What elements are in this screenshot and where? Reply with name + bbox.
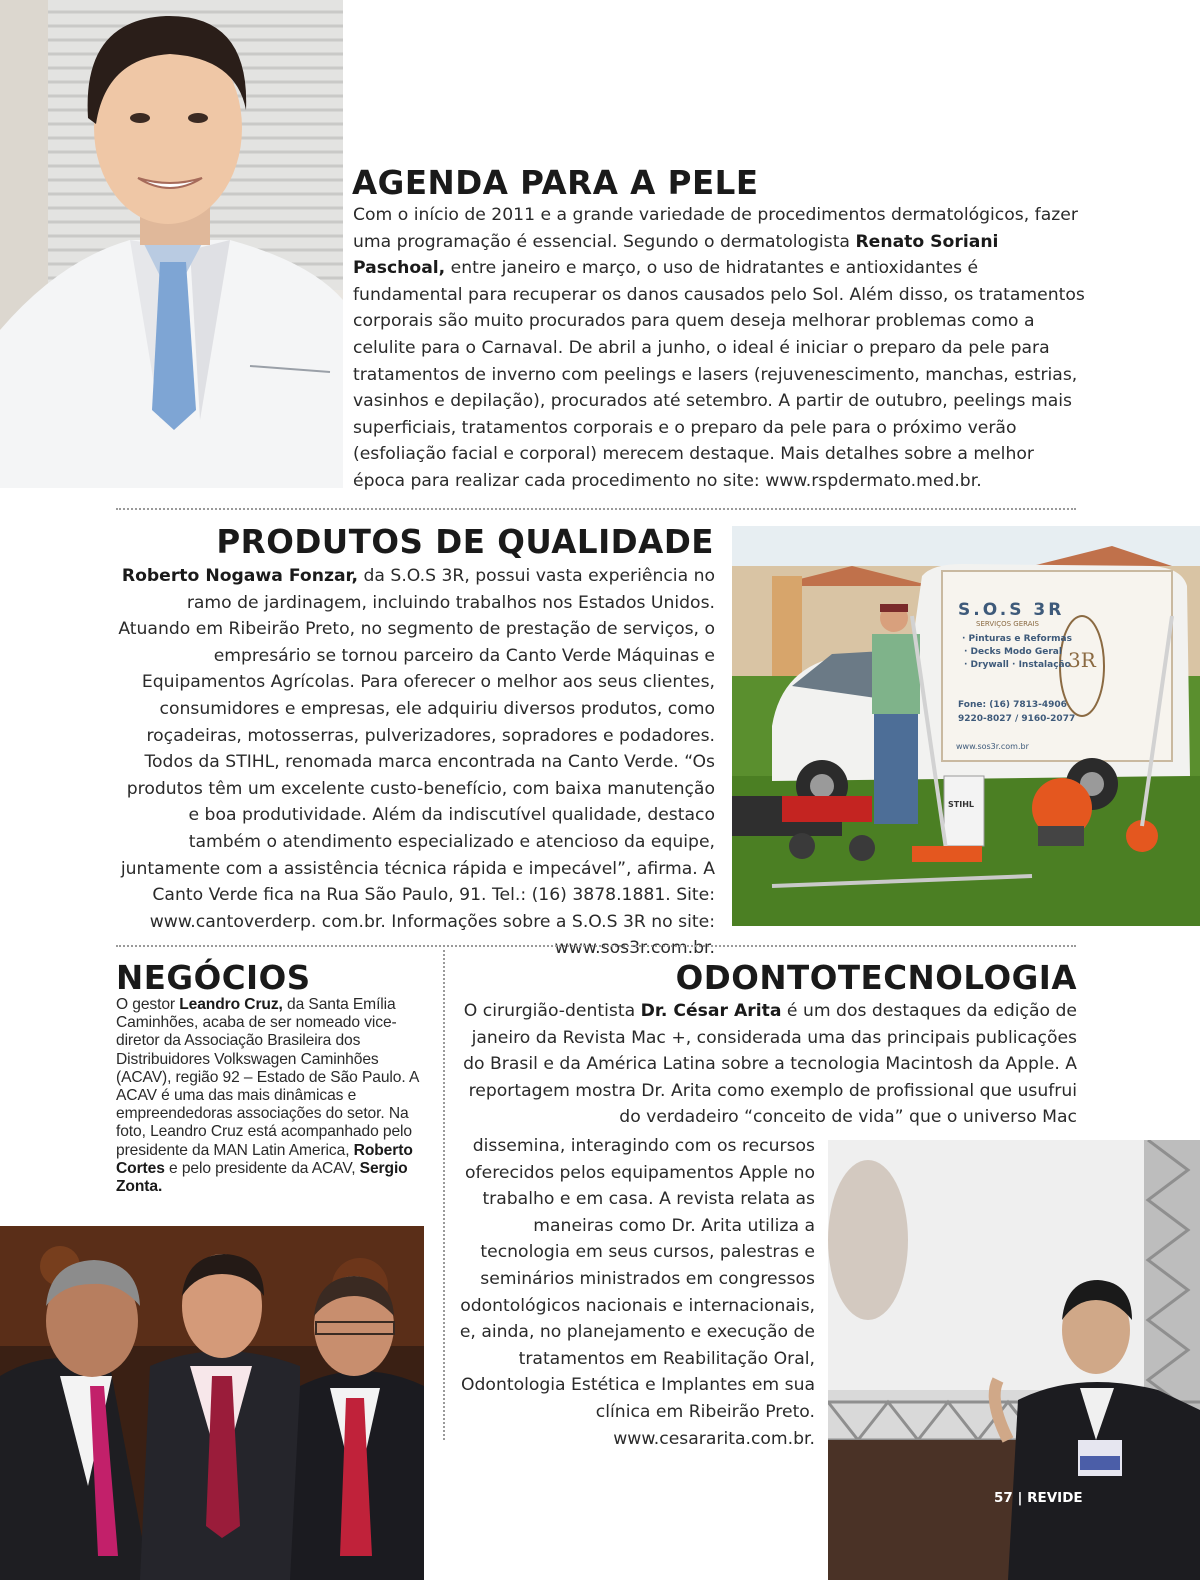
van-site: www.sos3r.com.br	[956, 742, 1029, 751]
van-phone-1: Fone: (16) 7813-4906	[958, 700, 1067, 710]
produtos-body	[114, 563, 715, 962]
negocios-name-leandro: Leandro Cruz,	[179, 996, 283, 1013]
agenda-text-1: Com o início de 2011 e a grande variedade de procedimentos dermatológicos, fazer uma programação é essencial. Segundo o dermatologista	[353, 205, 1078, 252]
van-service-3: · Drywall · Instalação	[964, 660, 1071, 670]
negocios-name-cortes: Roberto Cortes	[116, 1141, 413, 1177]
dentist-presenting-photo	[828, 1140, 1200, 1580]
odonto-body-bottom	[452, 1133, 815, 1452]
agenda-text-2: entre janeiro e março, o uso de hidratantes e antioxidantes é fundamental para recuperar os danos causados pelo Sol. Além disso, os tratamentos corporais são muito procurados para quem deseja melhorar problemas como a celulite para o Carnaval. De abril a junho, o ideal é iniciar o preparo da pele para tratamentos de inverno com peelings e lasers (rejuvenescimento, manchas, estrias, vasinhos e depilação), procurados até setembro. A partir de outubro, peelings mais superficiais, tratamentos corporais e o preparo da pele para o próximo verão (esfoliação facial e corporal) merecem destaque. Mais detalhes sobre a melhor época para realizar cada procedimento no site: www.rspdermato.med.br.	[353, 258, 1085, 491]
dermatologist-photo	[0, 0, 343, 488]
agenda-heading: AGENDA PARA A PELE	[352, 164, 759, 202]
negocios-heading: NEGÓCIOS	[116, 959, 311, 997]
odonto-heading: ODONTOTECNOLOGIA	[675, 959, 1077, 997]
sos3r-van-photo	[732, 526, 1200, 926]
produtos-name-roberto: Roberto Nogawa Fonzar,	[121, 566, 359, 586]
odonto-text-1: O cirurgião-dentista	[463, 1001, 641, 1021]
odonto-body-top	[456, 998, 1077, 1131]
section-divider-1	[116, 508, 1076, 510]
negocios-name-zonta: Sergio Zonta.	[116, 1159, 408, 1196]
agenda-body	[353, 202, 1088, 495]
stihl-label: STIHL	[948, 800, 974, 809]
van-phone-2: 9220-8027 / 9160-2077	[958, 714, 1076, 724]
odonto-name-arita: Dr. César Arita	[640, 1001, 782, 1021]
produtos-heading: PRODUTOS DE QUALIDADE	[216, 523, 714, 561]
agenda-name-renato: Renato Soriani Paschoal,	[353, 231, 999, 279]
page-folio: 57 | REVIDE	[994, 1490, 1083, 1506]
odonto-text-2: é um dos destaques da edição de janeiro da Revista Mac +, considerada uma das principais publicações do Brasil e da América Latina sobre a tecnologia Macintosh da Apple. A reportagem mostra Dr. Arita como exemplo de profissional que usufrui do verdadeiro “conceito de vida” que o universo Mac	[463, 1001, 1077, 1128]
negocios-body	[116, 996, 426, 1196]
produtos-text: da S.O.S 3R, possui vasta experiência no ramo de jardinagem, incluindo trabalhos nos Estados Unidos. Atuando em Ribeirão Preto, no segmento de prestação de serviços, o empresário se tornou parceiro da Canto Verde Máquinas e Equipamentos Agrícolas. Para oferecer o melhor aos seus clientes, consumidores e empresas, ele adquiriu diversos produtos, como roçadeiras, motosserras, pulverizadores, sopradores e podadores. Todos da STIHL, renomada marca encontrada na Canto Verde. “Os produtos têm um excelente custo-benefício, com baixa manutenção e boa produtividade. Além da indiscutível qualidade, destaco também o atendimento especializado e atencioso da equipe, juntamente com a assistência técnica rápida e impecável”, afirma. A Canto Verde fica na Rua São Paulo, 91. Tel.: (16) 3878.1881. Site: www.cantoverderp. com.br. Informações sobre a S.O.S 3R no site: www.sos3r.com.br.	[118, 566, 715, 959]
column-divider	[443, 950, 445, 1440]
negocios-group-photo	[0, 1226, 424, 1580]
van-brand: S.O.S 3R	[958, 600, 1065, 620]
negocios-text-3: e pelo presidente da ACAV,	[164, 1159, 360, 1177]
negocios-text-2: da Santa Emília Caminhões, acaba de ser nomeado vice-diretor da Associação Brasileira dos Distribuidores Volkswagen Caminhões (ACAV), região 92 – Estado de São Paulo. A ACAV é uma das mais dinâmicas e empreendedoras associações do setor. Na foto, Leandro Cruz está acompanhado pelo presidente da MAN Latin America,	[116, 996, 419, 1159]
van-service-2: · Decks Modo Geral	[964, 647, 1062, 657]
negocios-text-1: O gestor	[116, 996, 180, 1013]
odonto-text-3: dissemina, interagindo com os recursos oferecidos pelos equipamentos Apple no trabalho e em casa. A revista relata as maneiras como Dr. Arita utiliza a tecnologia em seus cursos, palestras e seminários ministrados em congressos odontológicos nacionais e internacionais, e, ainda, no planejamento e execução de tratamentos em Reabilitação Oral, Odontologia Estética e Implantes em sua clínica em Ribeirão Preto. www.cesararita.com.br.	[459, 1136, 815, 1449]
section-divider-2	[116, 945, 1076, 947]
van-service-1: · Pinturas e Reformas	[962, 634, 1072, 644]
van-logo: 3R	[1068, 648, 1096, 672]
van-subtitle: SERVIÇOS GERAIS	[976, 620, 1039, 628]
